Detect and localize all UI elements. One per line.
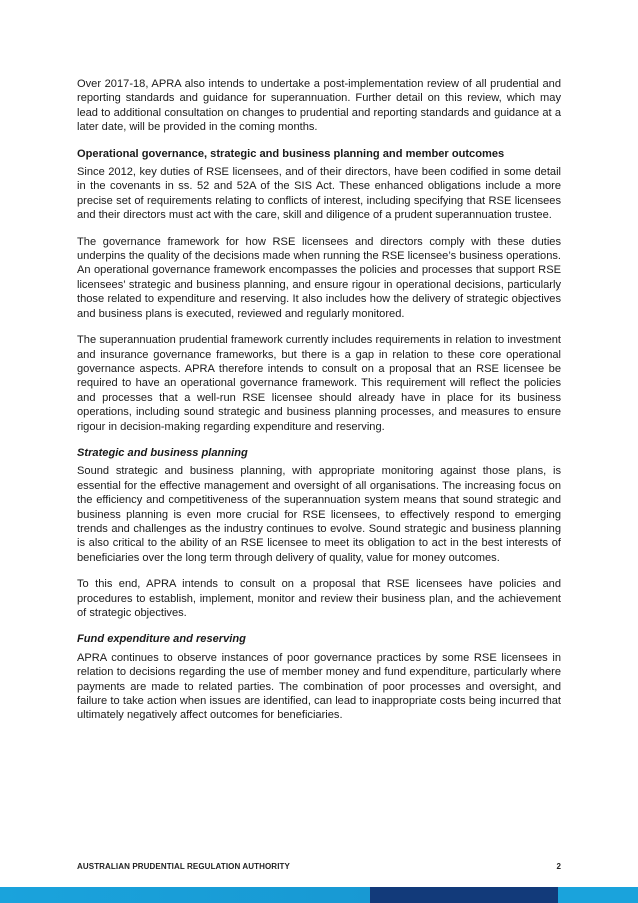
- subheading-fund-expenditure: Fund expenditure and reserving: [77, 633, 246, 646]
- paragraph-prudential-framework: The superannuation prudential framework currently includes requirements in relation to investment and insurance governance frameworks, but there is a gap in relation to these core operational governance aspects. APRA therefore intends to consult on a proposal that an RSE licensee be required to have an operational governance framework. This requirement will reflect the policies and processes that a well-run RSE licensee should already have in place for its business operations, including sound strategic and business planning processes, and measures to ensure rigour in decision-making regarding expenditure and reserving.: [77, 334, 561, 433]
- page-footer: [77, 862, 561, 871]
- page-number: 2: [556, 862, 561, 871]
- footer-bar-light-segment: [0, 887, 370, 903]
- footer-organization: AUSTRALIAN PRUDENTIAL REGULATION AUTHORITY: [77, 862, 290, 871]
- paragraph-sound-planning: Sound strategic and business planning, with appropriate monitoring against those plans, is essential for the effective management and oversight of all organisations. The increasing focus on the efficiency and competitiveness of the superannuation system means that sound strategic and business planning is even more crucial for RSE licensees, to effectively respond to emerging trends and challenges as the industry continues to evolve. Sound strategic and business planning is also critical to the ability of an RSE licensee to meet its obligation to act in the best interests of beneficiaries over the long term through delivery of quality, value for money outcomes.: [77, 465, 561, 564]
- paragraph-poor-governance: APRA continues to observe instances of poor governance practices by some RSE licensees in relation to decisions regarding the use of member money and fund expenditure, particularly where payments are made to related parties. The combination of poor processes and oversight, and failure to take action when issues are identified, can lead to inappropriate costs being incurred that ultimately negatively affect outcomes for beneficiaries.: [77, 651, 561, 722]
- paragraph-governance-framework: The governance framework for how RSE licensees and directors comply with these duties underpins the quality of the decisions made when running the RSE licensee’s business operations. An operational governance framework encompasses the policies and processes that support RSE licensees’ strategic and business planning, and ensure rigour in operational decisions, particularly those related to expenditure and reserving. It also includes how the delivery of strategic objectives and business plans is executed, reviewed and regularly monitored.: [77, 235, 561, 320]
- footer-bar-end-segment: [558, 887, 638, 903]
- paragraph-post-implementation-review: Over 2017-18, APRA also intends to undertake a post-implementation review of all prudential and reporting standards and guidance for superannuation. Further detail on this review, which may lead to additional consultation on changes to prudential and reporting standards and guidance at a later date, will be provided in the coming months.: [77, 78, 561, 134]
- section-heading-operational-governance: Operational governance, strategic and business planning and member outcomes: [77, 147, 505, 160]
- footer-color-bar: [0, 887, 638, 903]
- paragraph-consult-proposal: To this end, APRA intends to consult on a proposal that RSE licensees have policies and procedures to establish, implement, monitor and review their business plan, and the achievement of strategic objectives.: [77, 578, 561, 619]
- paragraph-key-duties: Since 2012, key duties of RSE licensees, and of their directors, have been codified in some detail in the covenants in ss. 52 and 52A of the SIS Act. These enhanced obligations include a more precise set of requirements relating to conflicts of interest, including specifying that RSE licensees and their directors must act with the care, skill and diligence of a prudent superannuation trustee.: [77, 166, 561, 222]
- subheading-strategic-planning: Strategic and business planning: [77, 446, 248, 459]
- footer-bar-dark-segment: [370, 887, 558, 903]
- page-content: [77, 77, 561, 735]
